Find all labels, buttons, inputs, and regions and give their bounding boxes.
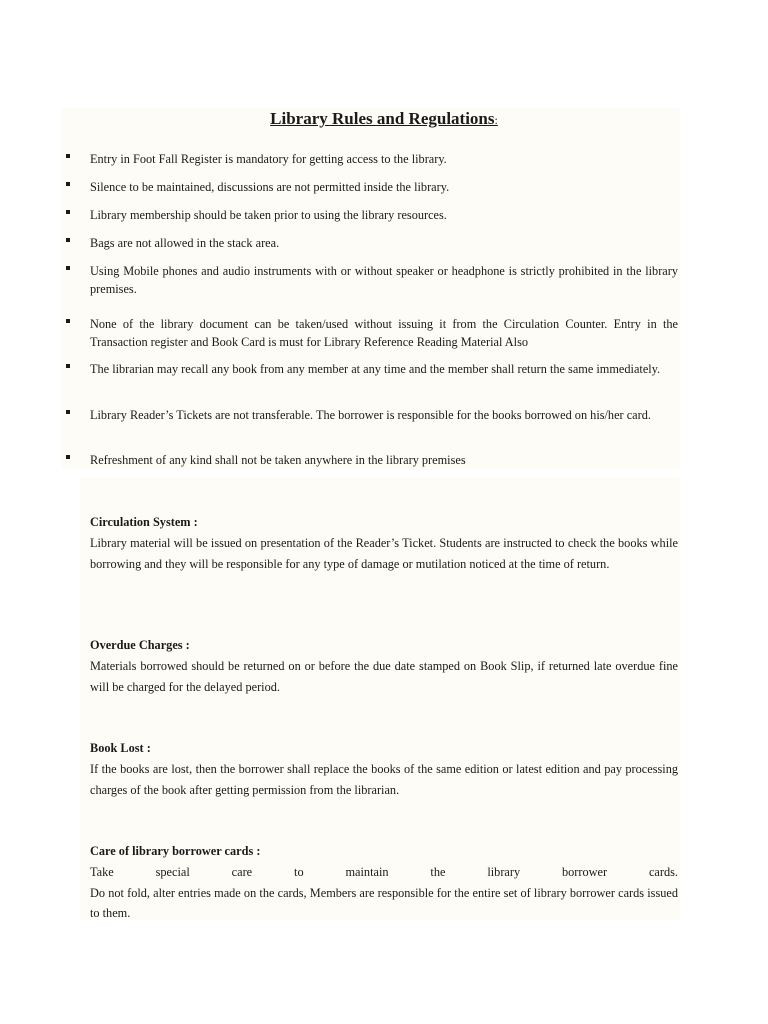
square-bullet-icon <box>66 319 70 323</box>
square-bullet-icon <box>66 266 70 270</box>
square-bullet-icon <box>66 455 70 459</box>
square-bullet-icon <box>66 210 70 214</box>
section-heading-borrower-cards: Care of library borrower cards : <box>90 844 261 858</box>
section-body-borrower-cards <box>90 862 678 924</box>
rule-text: None of the library document can be taken/used without issuing it from the Circulation Counter. Entry in the Transaction register and Book Card is must for Library Reference Reading Material Also <box>90 317 678 349</box>
rule-item <box>66 150 680 168</box>
rule-item <box>66 262 680 298</box>
page-title <box>0 109 768 130</box>
rule-item <box>66 234 680 252</box>
rule-text: Using Mobile phones and audio instruments with or without speaker or headphone is strictly prohibited in the library premises. <box>90 264 678 296</box>
rule-text: Silence to be maintained, discussions are not permitted inside the library. <box>90 180 450 194</box>
page-title-colon: : <box>494 113 498 127</box>
rule-text: The librarian may recall any book from any member at any time and the member shall return the same immediately. <box>90 362 661 376</box>
rule-item <box>66 360 680 378</box>
rule-item <box>66 406 680 424</box>
square-bullet-icon <box>66 410 70 414</box>
rule-item <box>66 451 680 469</box>
borrower-cards-line-1: Take special care to maintain the library borrower cards. <box>90 865 678 879</box>
borrower-cards-rest: Do not fold, alter entries made on the cards, Members are responsible for the entire set of library borrower cards issued to them. <box>90 885 678 920</box>
square-bullet-icon <box>66 182 70 186</box>
rule-text: Library Reader’s Tickets are not transferable. The borrower is responsible for the books borrowed on his/her card. <box>90 408 651 422</box>
square-bullet-icon <box>66 364 70 368</box>
section-heading-book-lost: Book Lost : <box>90 741 151 755</box>
section-body-overdue: Materials borrowed should be returned on or before the due date stamped on Book Slip, if returned late overdue fine will be charged for the delayed period. <box>90 659 678 694</box>
section-body-book-lost: If the books are lost, then the borrower shall replace the books of the same edition or latest edition and pay processing charges of the book after getting permission from the librarian. <box>90 762 678 797</box>
square-bullet-icon <box>66 238 70 242</box>
rule-text: Refreshment of any kind shall not be taken anywhere in the library premises <box>90 453 466 467</box>
page-title-text: Library Rules and Regulations <box>270 109 495 128</box>
rule-item <box>66 178 680 196</box>
square-bullet-icon <box>66 154 70 158</box>
rule-item <box>66 206 680 224</box>
section-body-circulation: Library material will be issued on presentation of the Reader’s Ticket. Students are instructed to check the books while borrowing and they will be responsible for any type of damage or mutilation noticed at the time of return. <box>90 536 678 571</box>
rule-item <box>66 315 680 351</box>
rule-text: Bags are not allowed in the stack area. <box>90 236 280 250</box>
section-heading-circulation: Circulation System : <box>90 515 198 529</box>
section-heading-overdue: Overdue Charges : <box>90 638 190 652</box>
rule-text: Entry in Foot Fall Register is mandatory for getting access to the library. <box>90 152 447 166</box>
rule-text: Library membership should be taken prior to using the library resources. <box>90 208 447 222</box>
